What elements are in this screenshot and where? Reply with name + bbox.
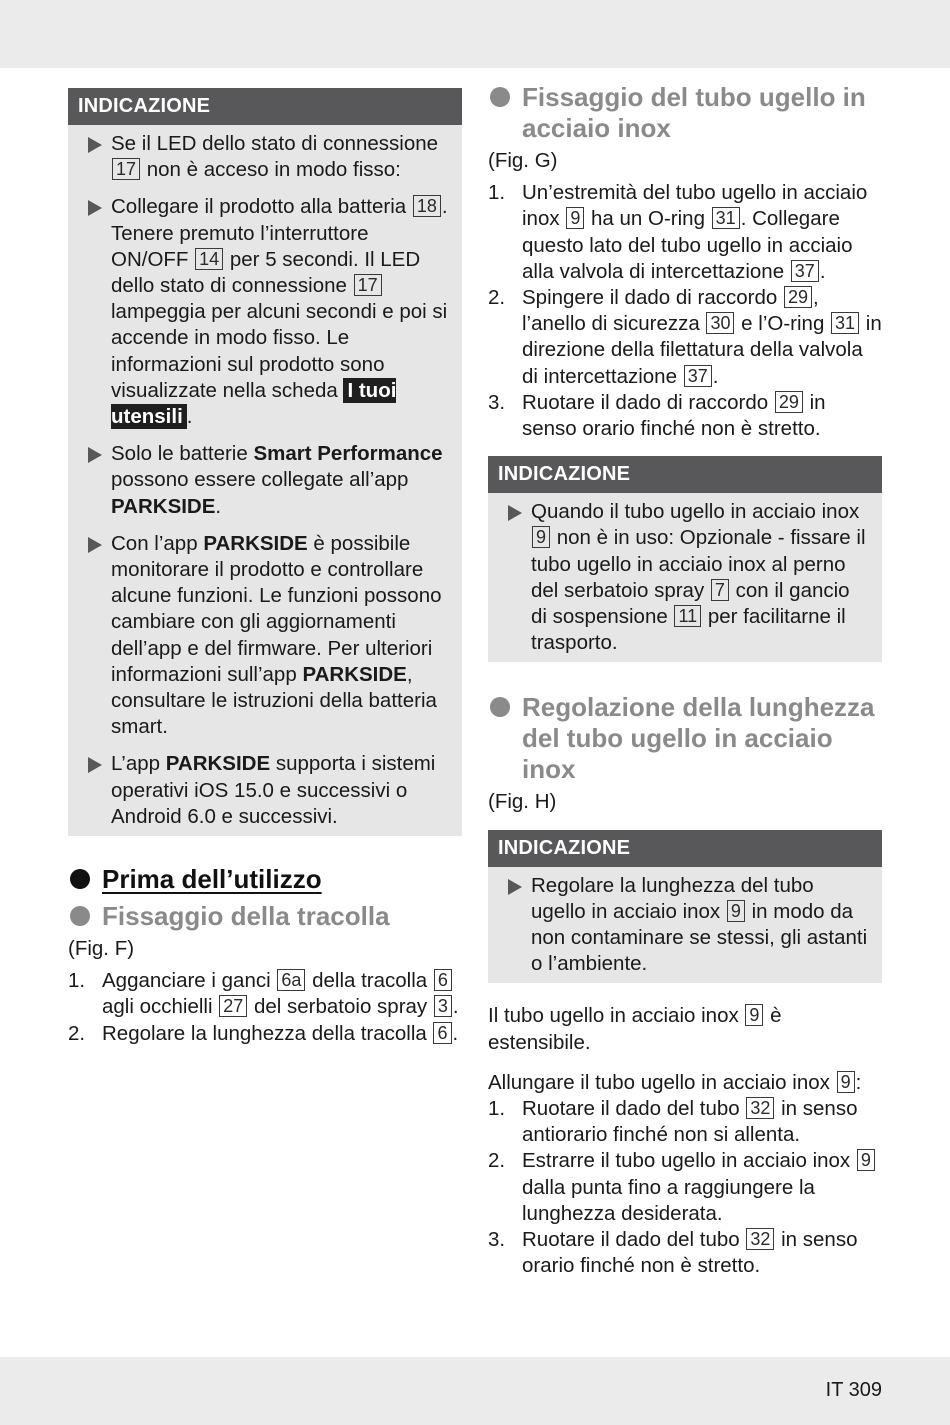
ref-number: 11 bbox=[674, 605, 701, 627]
triangle-bullet-icon bbox=[88, 537, 102, 553]
ref-number: 6a bbox=[277, 969, 305, 991]
paragraph: Allungare il tubo ugello in acciaio inox 9 : bbox=[488, 1070, 862, 1094]
ref-number: 7 bbox=[711, 579, 729, 601]
ref-number: 32 bbox=[746, 1228, 774, 1250]
note-item: Regolare la lunghezza del tubo ugello in acciaio inox 9 in modo da non contaminare se stessi, gli astanti o l’ambiente. bbox=[498, 873, 870, 978]
note-title: INDICAZIONE bbox=[488, 456, 882, 493]
ref-number: 17 bbox=[354, 274, 382, 296]
step-item: 3. Ruotare il dado di raccordo 29 in senso orario finché non è stretto. bbox=[488, 390, 826, 441]
triangle-bullet-icon bbox=[88, 447, 102, 463]
note-item: Solo le batterie Smart Performance possono essere collegate all’app PARKSIDE. bbox=[78, 441, 450, 520]
note-item: Con l’app PARKSIDE è possibile monitorare il prodotto e controllare alcune funzioni. Le funzioni possono cambiare con gli aggiornamenti dell’app e del firmware. Per ulteriori informazioni sull’app PARKSIDE, consultare le istruzioni della batteria smart. bbox=[78, 531, 450, 741]
steps-list bbox=[488, 180, 882, 442]
step-item: 3. Ruotare il dado del tubo 32 in senso orario finché non è stretto. bbox=[488, 1228, 858, 1278]
ref-number: 30 bbox=[706, 312, 734, 334]
step-item: 1. Ruotare il dado del tubo 32 in senso antiorario finché non si allenta. bbox=[488, 1097, 858, 1147]
note-item: Se il LED dello stato di connessione 17 non è acceso in modo fisso: bbox=[78, 131, 450, 183]
step-item: 1. Un’estremità del tubo ugello in acciaio inox 9 ha un O-ring 31 . Collegare questo lato del tubo ugello in acciaio alla valvola di intercettazione 37 . bbox=[488, 181, 868, 283]
ref-number: 29 bbox=[775, 391, 803, 413]
triangle-bullet-icon bbox=[88, 200, 102, 216]
steps-list bbox=[488, 1096, 882, 1279]
subsection-heading: Fissaggio della tracolla bbox=[68, 901, 462, 932]
ref-number: 17 bbox=[112, 158, 140, 180]
triangle-bullet-icon bbox=[88, 757, 102, 773]
ref-number: 6 bbox=[433, 1022, 451, 1044]
note-item: Collegare il prodotto alla batteria 18 . Tenere premuto l’interruttore ON/OFF 14 per 5 secondi. Il LED dello stato di connessione 17 lampeggia per alcuni secondi e poi si accende in modo fisso. Le informazioni sul prodotto sono visualizzate nella scheda I tuoi utensili . bbox=[78, 194, 450, 430]
note-item: Quando il tubo ugello in acciaio inox 9 non è in uso: Opzionale - fissare il tubo ugello in acciaio inox al perno del serbatoio spray 7 con il gancio di sospensione 11 per facilitarne il trasporto. bbox=[498, 499, 870, 656]
ref-number: 6 bbox=[434, 969, 452, 991]
note-item: L’app PARKSIDE supporta i sistemi operativi iOS 15.0 e successivi o Android 6.0 e successivi. bbox=[78, 751, 450, 830]
note-title: INDICAZIONE bbox=[488, 830, 882, 867]
steps-list bbox=[68, 968, 462, 1047]
ref-number: 9 bbox=[532, 526, 550, 548]
figure-reference: (Fig. F) bbox=[68, 937, 135, 961]
ref-number: 37 bbox=[791, 260, 819, 282]
note-box bbox=[488, 830, 882, 984]
triangle-bullet-icon bbox=[508, 505, 522, 521]
note-box bbox=[68, 88, 462, 836]
triangle-bullet-icon bbox=[88, 137, 102, 153]
ref-number: 14 bbox=[195, 248, 223, 270]
note-title: INDICAZIONE bbox=[68, 88, 462, 125]
ref-number: 37 bbox=[684, 365, 712, 387]
ref-number: 9 bbox=[745, 1004, 763, 1026]
subsection-heading: Fissaggio del tubo ugello in acciaio inox bbox=[488, 82, 882, 144]
bullet-dot-icon bbox=[490, 87, 510, 107]
triangle-bullet-icon bbox=[508, 879, 522, 895]
ref-number: 9 bbox=[837, 1071, 855, 1093]
section-heading: Prima dell’utilizzo bbox=[68, 864, 462, 895]
ref-number: 9 bbox=[727, 900, 745, 922]
ref-number: 9 bbox=[566, 207, 584, 229]
left-column bbox=[68, 88, 462, 1047]
ref-number: 18 bbox=[413, 195, 441, 217]
ref-number: 27 bbox=[219, 995, 247, 1017]
ref-number: 32 bbox=[746, 1097, 774, 1119]
bottom-band bbox=[0, 1357, 950, 1425]
ref-number: 29 bbox=[784, 286, 812, 308]
step-item: 2. Spingere il dado di raccordo 29 , l’anello di sicurezza 30 e l’O-ring 31 in direzione della filettatura della valvola di intercettazione 37 . bbox=[488, 286, 882, 388]
ref-number: 31 bbox=[712, 207, 740, 229]
note-box bbox=[488, 456, 882, 662]
top-band bbox=[0, 0, 950, 68]
bullet-dot-icon bbox=[70, 869, 90, 889]
paragraph: Il tubo ugello in acciaio inox 9 è estensibile. bbox=[488, 1004, 782, 1054]
step-item: 1. Agganciare i ganci 6a della tracolla 6 agli occhielli 27 del serbatoio spray 3 . bbox=[68, 969, 459, 1019]
bullet-dot-icon bbox=[490, 697, 510, 717]
highlighted-tab-name: I tuoi utensili bbox=[111, 378, 397, 429]
figure-reference: (Fig. H) bbox=[488, 790, 557, 814]
step-item: 2. Estrarre il tubo ugello in acciaio inox 9 dalla punta fino a raggiungere la lunghezza desiderata. bbox=[488, 1148, 882, 1227]
page-number: IT 309 bbox=[825, 1379, 882, 1401]
ref-number: 3 bbox=[434, 995, 452, 1017]
ref-number: 9 bbox=[857, 1149, 875, 1171]
bullet-dot-icon bbox=[70, 906, 90, 926]
subsection-heading: Regolazione della lunghezza del tubo ugello in acciaio inox bbox=[488, 692, 882, 785]
right-column bbox=[488, 82, 882, 1280]
step-item: 2. Regolare la lunghezza della tracolla 6 . bbox=[68, 1021, 459, 1045]
figure-reference: (Fig. G) bbox=[488, 149, 558, 172]
ref-number: 31 bbox=[831, 312, 859, 334]
